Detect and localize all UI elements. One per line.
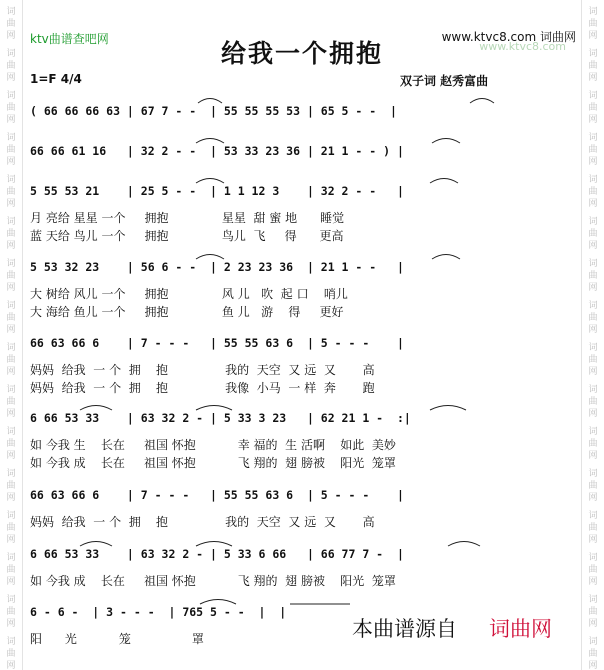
- side-watermark-text: 词 曲 网: [588, 511, 598, 545]
- notation-row: 5 53 32 23 | 56 6 - - | 2 23 23 36 | 21 1 - - |: [30, 260, 404, 274]
- side-watermark-text: 词 曲 网: [6, 175, 16, 209]
- side-watermark-text: 词 曲 网: [588, 385, 598, 419]
- url-watermark: www.ktvc8.com: [479, 40, 566, 53]
- source-label: 本曲谱源自: [352, 617, 457, 641]
- side-watermark-text: 词 曲 网: [6, 427, 16, 461]
- side-watermark-text: 词 曲 网: [588, 133, 598, 167]
- lyric-line: 如 今我 成 长在 祖国 怀抱 飞 翔的 翅 膀被 阳光 笼罩: [30, 574, 396, 588]
- side-watermark-text: 词 曲 网: [6, 553, 16, 587]
- lyric-line: 妈妈 给我 一 个 拥 抱 我像 小马 一 样 奔 跑: [30, 381, 375, 395]
- lyric-line: 如 今我 生 长在 祖国 怀抱 幸 福的 生 活啊 如此 美妙: [30, 438, 396, 452]
- slur-mark: [196, 406, 232, 411]
- notation-row: 66 63 66 6 | 7 - - - | 55 55 63 6 | 5 - - - |: [30, 336, 404, 350]
- slur-mark: [196, 542, 232, 547]
- side-watermark-text: 词 曲 网: [588, 469, 598, 503]
- lyric-line: 大 树给 风儿 一个 拥抱 风 儿 吹 起 口 哨儿: [30, 287, 348, 301]
- side-watermark-text: 词 曲 网: [6, 343, 16, 377]
- side-watermark-text: 词 曲 网: [6, 49, 16, 83]
- side-watermark-text: 词 曲 网: [6, 91, 16, 125]
- lyric-line: 大 海给 鱼儿 一个 拥抱 鱼 儿 游 得 更好: [30, 305, 344, 319]
- side-watermark-text: 词 曲 网: [588, 91, 598, 125]
- side-watermark-text: 词 曲 网: [588, 7, 598, 41]
- slur-mark: [470, 99, 494, 104]
- lyric-line: 阳 光 笼 罩: [30, 632, 204, 646]
- site-name-left: ktv曲谱查吧网: [30, 32, 109, 46]
- lyric-line: 如 今我 成 长在 祖国 怀抱 飞 翔的 翅 膀被 阳光 笼罩: [30, 456, 396, 470]
- slur-mark: [430, 179, 458, 184]
- slur-mark: [80, 542, 112, 547]
- side-watermark-text: 词 曲 网: [588, 301, 598, 335]
- slur-mark: [198, 99, 222, 104]
- side-watermark-text: 词 曲 网: [588, 259, 598, 293]
- source-site-link[interactable]: 词曲网: [489, 617, 552, 641]
- song-credits: 双子词 赵秀富曲: [400, 74, 489, 88]
- side-watermark-text: 词 曲 网: [588, 175, 598, 209]
- notation-row: 5 55 53 21 | 25 5 - - | 1 1 12 3 | 32 2 - - |: [30, 184, 404, 198]
- site-url: www.ktvc8.com: [441, 30, 537, 44]
- slur-mark: [196, 179, 224, 184]
- slur-mark: [448, 542, 480, 547]
- slur-mark: [432, 139, 460, 144]
- side-watermark-text: 词 曲 网: [6, 637, 16, 670]
- side-watermark-text: 词 曲 网: [588, 595, 598, 629]
- side-watermark-text: 词 曲 网: [588, 217, 598, 251]
- notation-row: ( 66 66 66 63 | 67 7 - - | 55 55 55 53 | 65 5 - - |: [30, 104, 397, 118]
- key-signature: 1=F 4/4: [30, 72, 82, 86]
- side-watermark-text: 词 曲 网: [6, 385, 16, 419]
- song-title: 给我一个拥抱: [220, 39, 383, 68]
- lyric-line: 蓝 天给 鸟儿 一个 拥抱 鸟儿 飞 得 更高: [30, 229, 344, 243]
- slur-mark: [196, 139, 224, 144]
- side-watermark-text: 词 曲 网: [588, 427, 598, 461]
- side-watermark-text: 词 曲 网: [6, 217, 16, 251]
- notation-row: 6 66 53 33 | 63 32 2 - | 5 33 3 23 | 62 21 1 - :|: [30, 411, 411, 425]
- side-watermark-text: 词 曲 网: [6, 259, 16, 293]
- lyric-line: 妈妈 给我 一 个 拥 抱 我的 天空 又 远 又 高: [30, 363, 375, 377]
- site-brand: 词曲网: [539, 30, 576, 44]
- notation-row: 66 66 61 16 | 32 2 - - | 53 33 23 36 | 21 1 - - ) |: [30, 144, 404, 158]
- side-watermark-text: 词 曲 网: [6, 511, 16, 545]
- lyric-line: 妈妈 给我 一 个 拥 抱 我的 天空 又 远 又 高: [30, 515, 375, 529]
- side-watermark-text: 词 曲 网: [6, 301, 16, 335]
- side-watermark-text: 词 曲 网: [588, 343, 598, 377]
- slur-mark: [196, 255, 224, 260]
- lyric-line: 月 亮给 星星 一个 拥抱 星星 甜 蜜 地 睡觉: [30, 211, 345, 225]
- side-watermark-text: 词 曲 网: [6, 595, 16, 629]
- side-watermark-text: 词 曲 网: [588, 637, 598, 670]
- slur-mark: [80, 406, 112, 411]
- side-watermark-text: 词 曲 网: [588, 49, 598, 83]
- notation-row: 66 63 66 6 | 7 - - - | 55 55 63 6 | 5 - - - |: [30, 488, 404, 502]
- slur-mark: [432, 255, 460, 260]
- notation-row: 6 - 6 - | 3 - - - | 765 5 - - | |: [30, 605, 287, 619]
- slur-mark: [430, 406, 466, 411]
- side-watermark-text: 词 曲 网: [6, 133, 16, 167]
- notation-row: 6 66 53 33 | 63 32 2 - | 5 33 6 66 | 66 77 7 - |: [30, 547, 404, 561]
- side-watermark-text: 词 曲 网: [6, 469, 16, 503]
- side-watermark-text: 词 曲 网: [588, 553, 598, 587]
- side-watermark-text: 词 曲 网: [6, 7, 16, 41]
- slur-mark: [200, 600, 236, 605]
